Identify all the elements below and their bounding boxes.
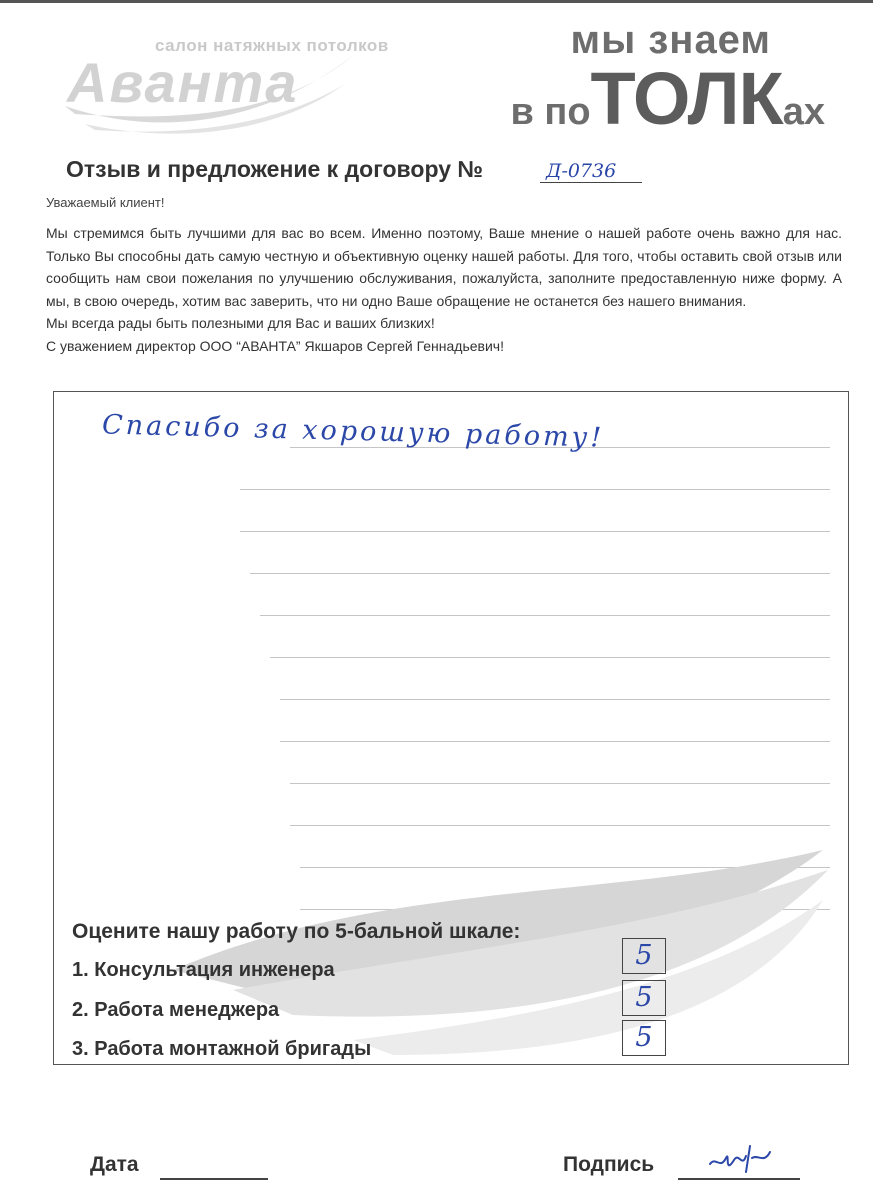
writing-line	[280, 741, 830, 742]
writing-line	[240, 531, 830, 532]
writing-line	[290, 783, 830, 784]
writing-line	[240, 489, 830, 490]
writing-line	[260, 615, 830, 616]
intro-paragraph: Мы стремимся быть лучшими для вас во всем. Именно поэтому, Ваше мнение о нашей работе очень важно для нас. Только Вы способны дать самую честную и объективную оценку нашей работы. Для того, чтобы оставить свой отзыв или сообщить нам свои пожелания по улучшению обслуживания, пожалуйста, заполните предоставленную ниже форму. А мы, в свою очередь, хотим вас заверить, что ни одно Ваше обращение не останется без нашего внимания.	[46, 225, 842, 309]
writing-line	[290, 825, 830, 826]
intro-wishes: Мы всегда рады быть полезными для Вас и ваших близких!	[46, 315, 435, 331]
slogan-big-word: ТОЛК	[590, 57, 783, 140]
feedback-handwritten-text: Спасибо за хорошую работу!	[101, 409, 605, 454]
slogan-prefix: в по	[510, 91, 591, 133]
rating-score-manager[interactable]: 5	[622, 980, 666, 1016]
slogan-line-1: мы знаем	[570, 18, 771, 62]
greeting: Уважаемый клиент!	[46, 195, 165, 210]
date-label: Дата	[90, 1153, 139, 1176]
date-field[interactable]	[160, 1178, 268, 1180]
writing-line	[280, 699, 830, 700]
intro-signoff: С уважением директор ООО “АВАНТА” Якшаров Сергей Геннадьевич!	[46, 337, 504, 354]
decorative-swoosh	[53, 840, 849, 1065]
rating-item-engineer: 1. Консультация инженера	[72, 959, 335, 981]
signature-label: Подпись	[563, 1153, 655, 1176]
slogan-line-2	[510, 56, 825, 141]
rating-title: Оцените нашу работу по 5-бальной шкале:	[72, 920, 521, 943]
company-logo	[55, 14, 389, 144]
rating-item-manager: 2. Работа менеджера	[72, 999, 280, 1021]
handwritten-signature	[706, 1138, 776, 1180]
contract-number-field[interactable]: Д-0736	[540, 160, 642, 183]
writing-line	[270, 657, 830, 658]
writing-line	[250, 573, 830, 574]
logo-subtitle: салон натяжных потолков	[155, 36, 389, 55]
logo-name: Аванта	[67, 51, 299, 114]
slogan-suffix: ах	[782, 91, 825, 133]
rating-score-installation-team[interactable]: 5	[622, 1020, 666, 1056]
slogan	[465, 14, 825, 140]
page-title: Отзыв и предложение к договору №	[66, 156, 484, 182]
rating-score-engineer[interactable]: 5	[622, 938, 666, 974]
top-edge-rule	[0, 0, 873, 3]
intro-text	[46, 222, 842, 357]
rating-item-installation-team: 3. Работа монтажной бригады	[72, 1038, 372, 1060]
